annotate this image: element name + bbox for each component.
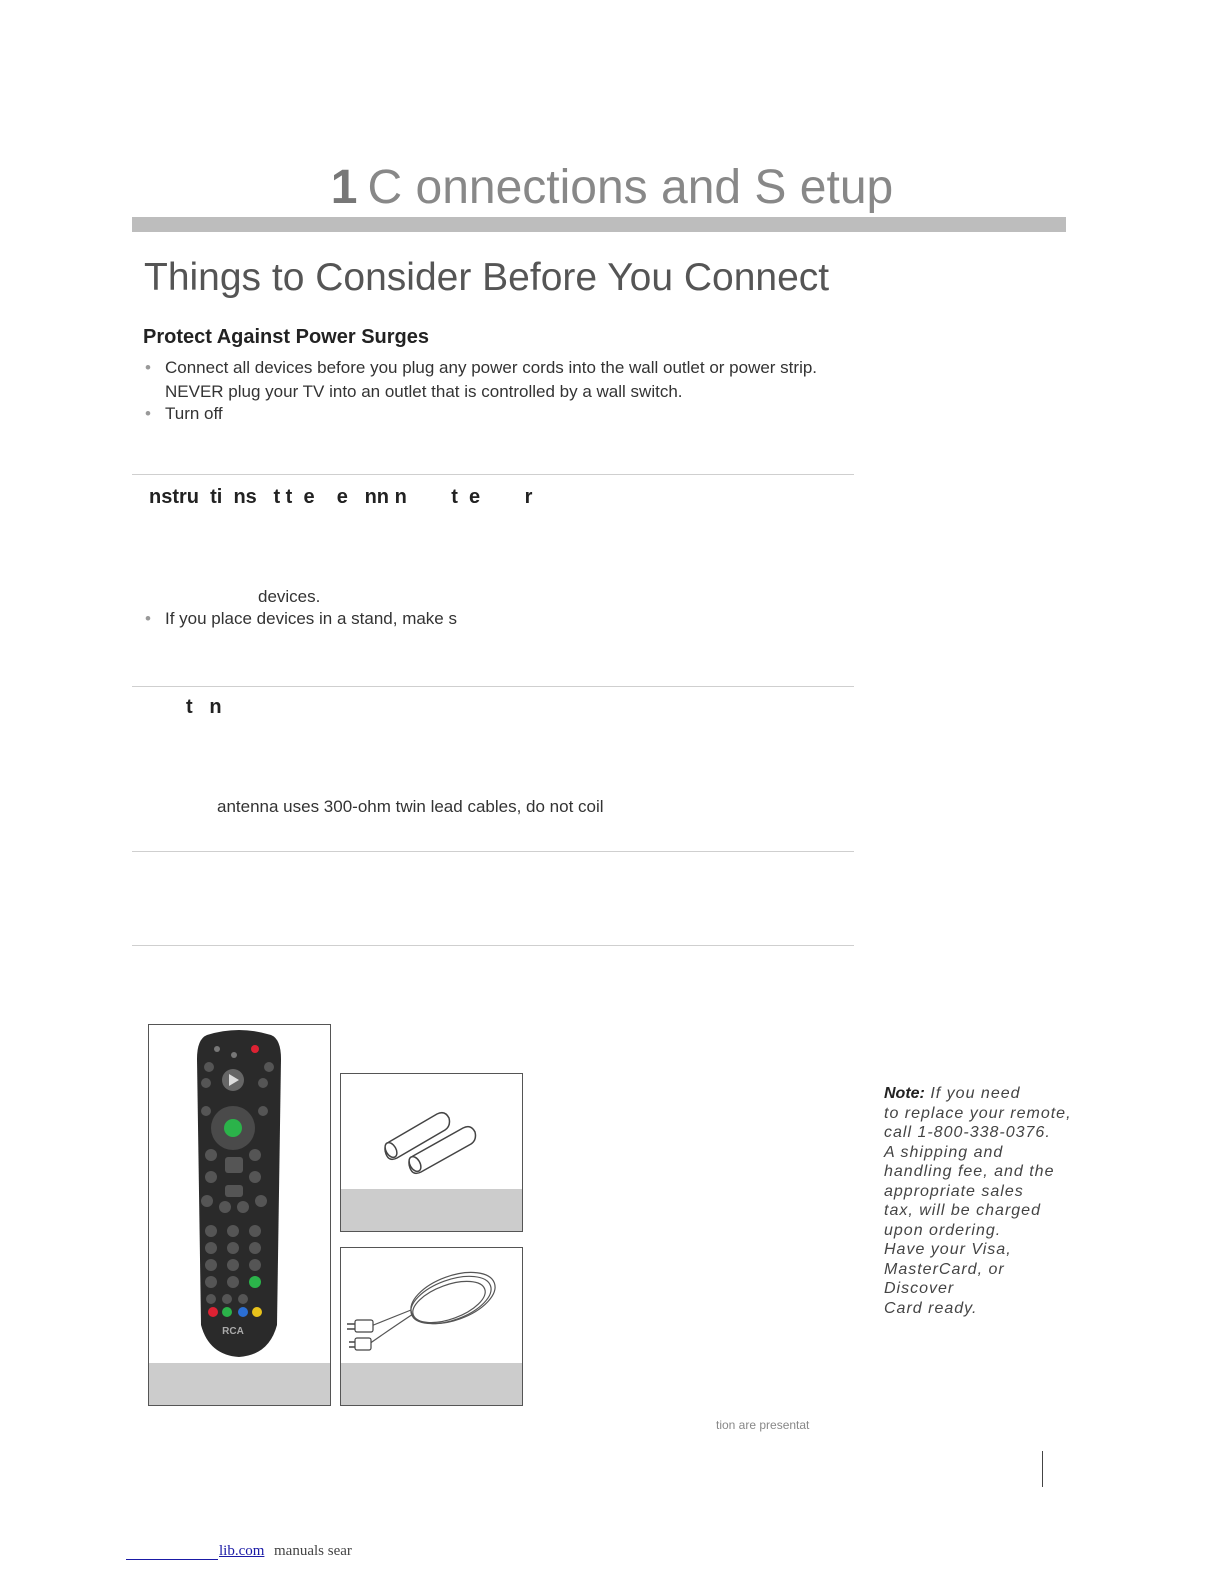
antenna-heading: t n — [186, 696, 222, 718]
power-cord-icon — [341, 1248, 522, 1363]
note-line: to replace your remote, — [884, 1104, 1072, 1122]
protect-bullet-1-line-1: • Connect all devices before you plug any power cords into the wall outlet or power strip. — [165, 356, 817, 379]
replacement-remote-note — [884, 1084, 1074, 1318]
antenna-text: antenna uses 300-ohm twin lead cables, do not coil — [217, 797, 604, 816]
note-line: handling fee, and the — [884, 1163, 1055, 1180]
power-cord-caption-bar — [341, 1363, 522, 1405]
power-cord-illustration-box — [340, 1247, 523, 1406]
note-line: Card ready. — [884, 1299, 978, 1317]
instructions-bullet: • If you place devices in a stand, make s — [165, 607, 457, 630]
note-line: MasterCard, or Discover — [884, 1260, 1005, 1297]
note-line: appropriate sales — [884, 1182, 1024, 1200]
section-divider — [132, 945, 854, 946]
chapter-title-text: C onnections and S etup — [367, 161, 894, 214]
note-line: A shipping and — [884, 1143, 1004, 1161]
section-divider — [132, 474, 854, 475]
footer-rule — [126, 1559, 218, 1560]
remote-brand-label: RCA — [222, 1326, 244, 1337]
illustration-note: tion are presentat — [716, 1418, 810, 1432]
note-line: call 1-800-338-0376. — [884, 1124, 1051, 1141]
footer-link[interactable]: lib.com — [219, 1543, 265, 1559]
remote-illustration-box — [148, 1024, 331, 1406]
protect-bullet-2: • Turn off — [165, 402, 223, 425]
chapter-underline-bar — [132, 217, 1066, 232]
batteries-illustration-box — [340, 1073, 523, 1232]
footer-text: manuals sear — [274, 1543, 352, 1559]
note-line: Have your Visa, — [884, 1241, 1012, 1258]
note-line: If you need — [930, 1085, 1021, 1102]
protect-heading: Protect Against Power Surges — [143, 326, 429, 348]
protect-bullet-1-line-2: NEVER plug your TV into an outlet that is controlled by a wall switch. — [165, 382, 683, 401]
batteries-icon — [341, 1074, 522, 1189]
page-number-rule — [1042, 1451, 1043, 1487]
section-divider — [132, 851, 854, 852]
remote-control-icon — [149, 1025, 330, 1365]
note-line: upon ordering. — [884, 1221, 1002, 1239]
batteries-caption-bar — [341, 1189, 522, 1231]
instructions-devices-text: devices. — [258, 587, 321, 606]
instructions-heading: nstru ti ns t t e e nn n t e r — [149, 486, 533, 508]
note-label: Note: — [884, 1085, 925, 1102]
section-divider — [132, 686, 854, 687]
chapter-title — [0, 160, 1224, 215]
chapter-number: 1 — [330, 161, 358, 214]
remote-caption-bar — [149, 1363, 330, 1405]
note-line: tax, will be charged — [884, 1202, 1041, 1219]
section-title: Things to Consider Before You Connect — [144, 256, 830, 299]
